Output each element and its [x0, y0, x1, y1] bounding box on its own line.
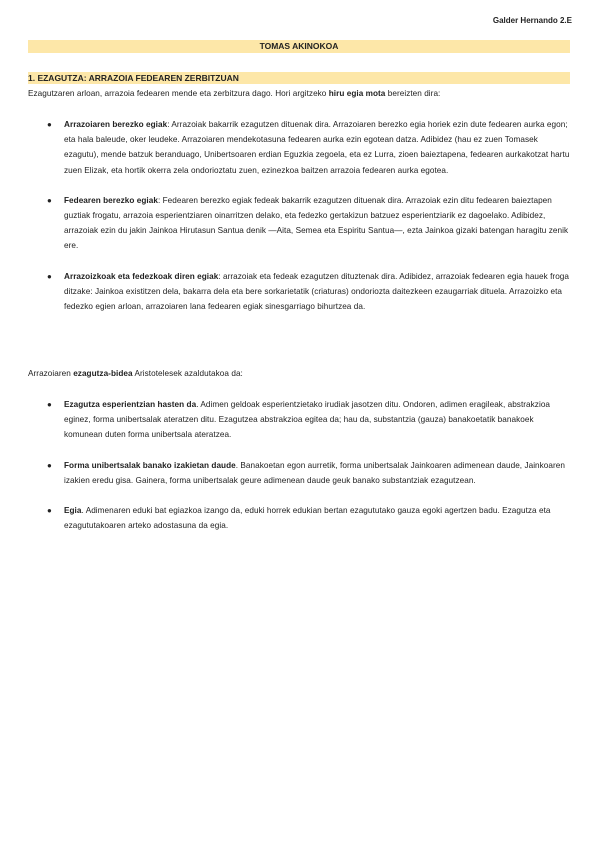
list-item	[28, 458, 573, 488]
list-item-text: : Arrazoiak bakarrik ezagutzen dituenak dira. Arrazoiaren berezko egia horiek ezin dute fedearen aurka egon; eta hala baleude, oker leudeke. Arrazoiaren mendekotasuna fedearen aurka ezin egotean datza. Adibidez (hau ez zuen Tomasek ezagutu), mende batzuk beranduago, Unibertsoaren erdian Eguzkia zegoela, eta ez Lurra, zioen baieztapena, fedearen aurkakotzat hartu zuen Elizak, eta hortik okerra zela ondorioztatu zuen, ezinezkoa baitzen arrazoia fedearen aurka egotea.	[64, 120, 570, 175]
list-item-text: : arrazoiak eta fedeak ezagutzen dituztenak dira. Adibidez, arrazoiak fedearen egia hauek froga ditzake: Jainkoa existitzen dela, bakarra dela eta bere sorkarietatik (criaturas) ondoriozta daitezkeen ezaugarriak dituela. Arrazoizko eta fedezko egien arloan, arrazoiaren lana fedearen egiak sinesgarriago bihurtzea da.	[64, 271, 570, 312]
list-item-term: Arrazoiaren berezko egiak	[64, 120, 168, 129]
path-intro-emphasis: ezagutza-bidea	[73, 369, 133, 378]
section-heading: 1. EZAGUTZA: ARRAZOIA FEDEAREN ZERBITZUAN	[28, 72, 570, 84]
truth-types-list	[28, 117, 573, 314]
path-intro-text-end: Aristotelesek azaldutakoa da:	[132, 369, 243, 378]
document-title: TOMAS AKINOKOA	[28, 40, 570, 53]
list-item	[28, 397, 573, 443]
author-name: Galder Hernando 2.E	[492, 16, 572, 25]
list-item-text: . Adimen geldoak esperientzietako irudiak jasotzen ditu. Ondoren, adimen eragileak, abstrakzioa eginez, forma unibertsalak ateratzen ditu. Ezagutzea abstrakzioa egitea da; hau da, substantzia (gauza) banakoetatik banakoek komunean duten forma unibertsala ateratzea.	[64, 400, 551, 440]
list-item	[28, 193, 573, 254]
intro-text: Ezagutzaren arloan, arrazoia fedearen mende eta zerbitzura dago. Hori argitzeko	[28, 89, 329, 98]
bullet-icon: ●	[47, 120, 52, 129]
list-item-text: . Adimenaren eduki bat egiazkoa izango da, eduki horrek edukian bertan ezagututako gauza egoki agertzen badu. Ezagutza eta ezagututakoaren arteko adostasuna da egia.	[64, 506, 551, 531]
list-item-term: Fedearen berezko egiak	[64, 195, 158, 205]
bullet-icon: ●	[47, 400, 52, 409]
intro-text-end: bereizten dira:	[385, 89, 441, 98]
list-item	[28, 503, 573, 533]
list-item	[28, 269, 573, 315]
path-intro-text: Arrazoiaren	[28, 369, 74, 378]
bullet-icon: ●	[47, 506, 52, 516]
bullet-icon: ●	[47, 460, 52, 470]
list-item-text: : Fedearen berezko egiak fedeak bakarrik ezagutzen dituenak dira. Arrazoiak ezin ditu fedearen baieztapen guztiak frogatu, arrazoia esperientziaren oinarritzen delako, eta fedezko gertakizun batzuez esperientziarik ez dagoelako. Adibidez, arrazoiak ezin du jakin Jainkoa Hirutasun Santua denik —Aita, Semea eta Espiritu Santua—, ezta Jainkoa gizaki batengan haragitu zenik ere.	[64, 195, 569, 251]
intro-emphasis: hiru egia mota	[328, 89, 386, 98]
bullet-icon: ●	[47, 271, 52, 281]
list-item	[28, 117, 573, 178]
list-item-term: Forma unibertsalak banako izakietan daude	[64, 460, 236, 470]
list-item-term: Arrazoizkoak eta fedezkoak diren egiak	[64, 271, 219, 281]
list-item-term: Ezagutza esperientzian hasten da	[64, 400, 197, 409]
list-item-term: Egia	[64, 506, 82, 516]
path-intro	[28, 366, 572, 381]
section-intro	[28, 86, 572, 101]
list-item-text: . Banakoetan egon aurretik, forma unibertsalak Jainkoaren adimenean daude, Jainkoaren izakien eredu gisa. Gainera, forma unibertsalak geure adimenean daude geuk banako substantziak ezagutzean.	[64, 460, 565, 485]
knowledge-path-list	[28, 397, 573, 533]
bullet-icon: ●	[47, 195, 52, 205]
